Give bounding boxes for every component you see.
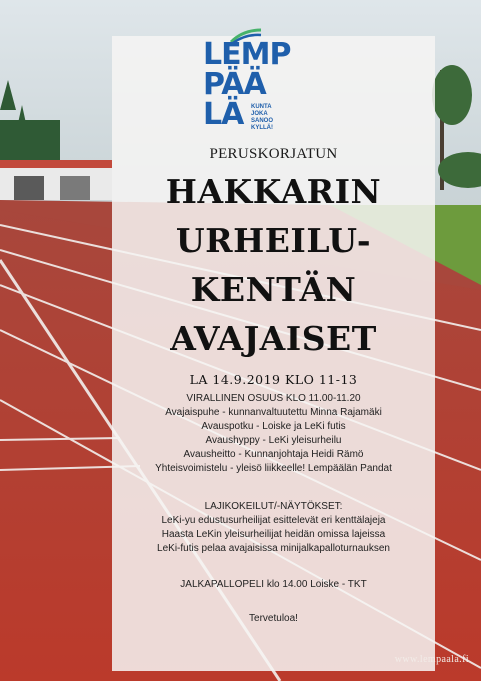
poster-subtitle: PERUSKORJATUN [209, 146, 338, 162]
demo-item: LeKi-futis pelaa avajaisissa minijalkapalloturnauksen [157, 543, 390, 554]
title-line-3: KENTÄN [190, 270, 357, 309]
program-item: Avausheitto - Kunnanjohtaja Heidi Rämö [183, 449, 364, 460]
logo-tagline-2: JOKA [251, 111, 268, 117]
program-item: Avauspotku - Loiske ja LeKi futis [201, 421, 346, 432]
logo-tagline-1: KUNTA [251, 104, 272, 110]
welcome-text: Tervetuloa! [249, 613, 298, 624]
program-item: Avajaispuhe - kunnanvaltuutettu Minna Rajamäki [165, 407, 382, 418]
logo-tagline-4: KYLLÄ! [251, 125, 273, 131]
title-line-4: AVAJAISET [170, 319, 377, 358]
demos-heading: LAJIKOKEILUT/-NÄYTÖKSET: [204, 501, 343, 512]
program-item: Yhteisvoimistelu - yleisö liikkeelle! Lempäälän Pandat [155, 463, 392, 474]
logo-row-3: LÄ [203, 97, 244, 132]
title-line-1: HAKKARIN [165, 172, 382, 211]
title-line-2: URHEILU- [175, 221, 372, 260]
logo-tagline [251, 104, 291, 132]
event-date: LA 14.9.2019 KLO 11-13 [189, 372, 358, 387]
demo-item: Haasta LeKin yleisurheilijat heidän omissa lajeissa [161, 529, 386, 540]
program-item: Avaushyppy - LeKi yleisurheilu [205, 435, 342, 446]
stadium-building [0, 160, 112, 200]
logo-row-2: PÄÄ [203, 67, 266, 102]
lempaala-logo [203, 28, 291, 136]
program-heading: VIRALLINEN OSUUS KLO 11.00-11.20 [186, 393, 361, 404]
logo-row-1: LEMP [203, 37, 291, 72]
logo-tagline-3: SANOO [251, 118, 274, 124]
football-match: JALKAPALLOPELI klo 14.00 Loiske - TKT [180, 579, 367, 590]
website-url: www.lempaala.fi [394, 654, 469, 665]
demo-item: LeKi-yu edustusurheilijat esittelevät eri kenttälajeja [161, 515, 386, 526]
